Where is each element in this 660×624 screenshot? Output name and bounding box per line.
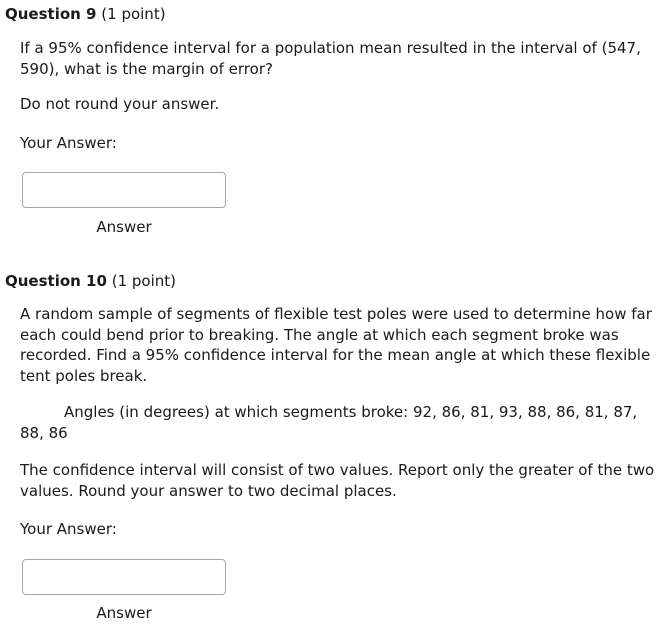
question-9-answer-button[interactable]: Answer [74, 216, 174, 238]
question-9-instruction: Do not round your answer. [20, 95, 220, 113]
question-10-header [5, 272, 176, 290]
question-9-header [5, 5, 166, 23]
question-10-data-block [20, 402, 658, 443]
question-9-points: (1 point) [101, 5, 166, 23]
question-10-body [20, 304, 658, 386]
question-9-title: Question 9 [5, 5, 97, 23]
question-9-text: If a 95% confidence interval for a population mean resulted in the interval of (547, 590), what is the margin of error? [20, 39, 641, 78]
question-9-answer-input[interactable] [22, 172, 226, 208]
question-10-instruction-block [20, 460, 658, 501]
question-10-text: A random sample of segments of flexible test poles were used to determine how far each could bend prior to breaking. The angle at which each segment broke was recorded. Find a 95% confidence interval for the mean angle at which these flexible tent poles break. [20, 305, 652, 385]
question-10-instruction: The confidence interval will consist of two values. Report only the greater of the two values. Round your answer to two decimal places. [20, 461, 655, 500]
question-10-your-answer-label: Your Answer: [20, 520, 117, 538]
question-9-your-answer-label: Your Answer: [20, 134, 117, 152]
question-10-title: Question 10 [5, 272, 107, 290]
question-10-answer-button[interactable]: Answer [74, 602, 174, 624]
question-10-answer-input[interactable] [22, 559, 226, 595]
question-10-data-line: Angles (in degrees) at which segments broke: 92, 86, 81, 93, 88, 86, 81, 87, 88, 86 [20, 403, 638, 442]
question-9-body [20, 38, 658, 79]
question-9-instruction-block [20, 94, 658, 115]
question-10-points: (1 point) [111, 272, 176, 290]
